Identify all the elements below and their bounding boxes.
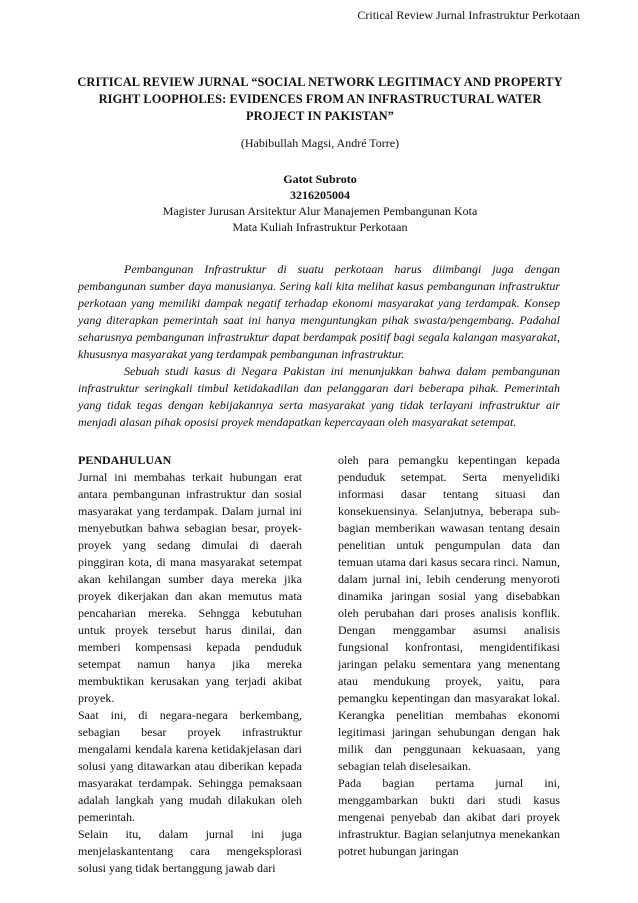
body-paragraph: Jurnal ini membahas terkait hubungan erat antara pembangunan infrastruktur dan sosial masyarakat yang terdampak. Dalam jurnal ini menyebutkan bahwa sebagian besar, proyek-proyek yang sedang dimulai di daerah pinggiran kota, di mana masyarakat setempat akan kehilangan sumber daya mereka jika proyek dikerjakan dan akan memutus mata pencaharian mereka. Sehngga kebutuhan untuk proyek tersebut harus dinilai, dan memberi kompensasi kepada penduduk setempat namun hanya jika mereka membuktikan kerusakan yang terjadi akibat proyek. [78,470,302,705]
section-heading: PENDAHULUAN [78,453,172,467]
body-paragraph: oleh para pemangku kepentingan kepada penduduk setempat. Serta menyelidiki informasi dasar tentang situasi dan konsekuensinya. Selanjutnya, beberapa sub-bagian memberikan wawasan tentang desain penelitian untuk pengumpulan data dan temuan utama dari kasus secara rinci. Namun, dalam jurnal ini, lebih cenderung menyoroti dinamika jaringan sosial yang disebabkan oleh perubahan dari proses analisis konflik. Dengan menggambar asumsi analisis fungsional konfrontasi, mengidentifikasi jaringan pelaku sementara yang menentang atau mendukung proyek, yaitu, para pemangku kepentingan dan masyarakat lokal. Kerangka penelitian membahas ekonomi legitimasi jaringan sehubungan dengan hak milik dan penggunaan kekuasaan, yang sebagian telah diselesaikan. [338,453,560,773]
reviewer-block [70,171,570,235]
body-column-left [78,452,302,877]
abstract-paragraph: Pembangunan Infrastruktur di suatu perkotaan harus diimbangi juga dengan pembangunan sumber daya manusianya. Sering kali kita melihat kasus pembangunan infrastruktur perkotaan yang memiliki dampak negatif terhadap ekonomi masyarakat yang terdampak. Konsep yang diterapkan pemerintah saat ini hanya menguntungkan pihak swasta/pengembang. Padahal seharusnya pembangunan infrastruktur dapat berdampak positif bagi segala kalangan masyarakat, khususnya masyarakat yang terdampak pembangunan infrastruktur. [78,262,560,361]
reviewer-student-id: 3216205004 [290,188,350,202]
reviewer-course: Mata Kuliah Infrastruktur Perkotaan [232,220,408,234]
reviewer-name: Gatot Subroto [283,172,357,186]
body-paragraph: Saat ini, di negara-negara berkembang, sebagian besar proyek infrastruktur mengalami kendala karena ketidakjelasan dari solusi yang ditawarkan atau diberikan kepada masyarakat terdampak. Sehingga pemaksaan adalah langkah yang mudah dilakukan oleh pemerintah. [78,708,302,824]
body-paragraph: Pada bagian pertama jurnal ini, menggambarkan bukti dari studi kasus mengenai penyebab dan akibat dari proyek infrastruktur. Bagian selanjutnya menekankan potret hubungan jaringan [338,776,560,858]
running-header: Critical Review Jurnal Infrastruktur Perkotaan [357,8,580,22]
abstract-paragraph: Sebuah studi kasus di Negara Pakistan ini menunjukkan bahwa dalam pembangunan infrastruktur seringkali timbul ketidakadilan dan pelanggaran dari beberapa pihak. Pemerintah yang tidak tegas dengan kebijakannya serta masyarakat yang tidak terlayani infrastruktur air menjadi alasan pihak oposisi proyek mendapatkan kepercayaan oleh masyarakat setempat. [78,364,560,429]
paper-authors: (Habibullah Magsi, André Torre) [240,136,400,150]
body-paragraph: Selain itu, dalam jurnal ini juga menjelaskantentang cara mengeksplorasi solusi yang tidak bertanggung jawab dari [78,827,302,875]
body-column-right [338,452,560,860]
reviewer-program: Magister Jurusan Arsitektur Alur Manajemen Pembangunan Kota [162,204,478,218]
paper-title: CRITICAL REVIEW JURNAL “SOCIAL NETWORK LEGITIMACY AND PROPERTY RIGHT LOOPHOLES: EVIDENCES FROM AN INFRASTRUCTURAL WATER PROJECT IN PAKISTAN” [77,75,563,123]
abstract [78,261,560,431]
